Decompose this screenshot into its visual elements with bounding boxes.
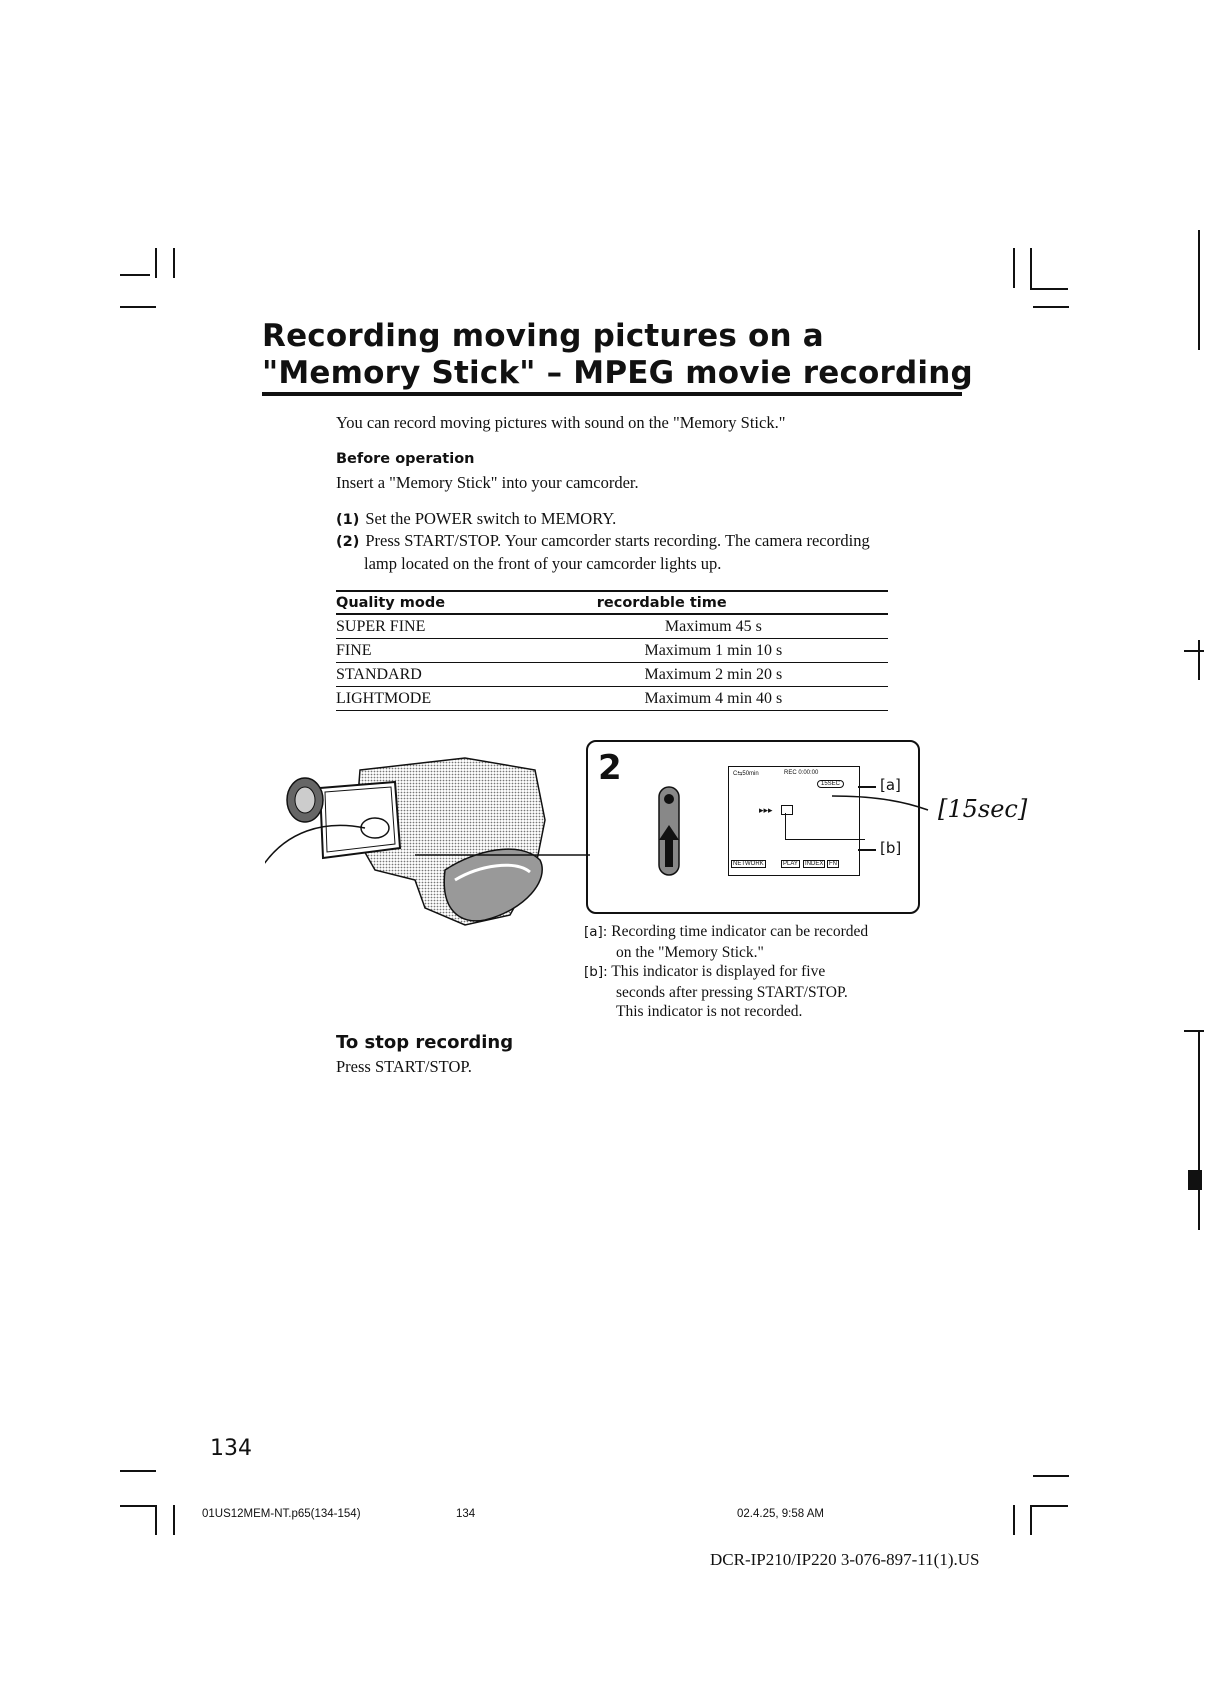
table-header: Quality mode [336, 591, 539, 614]
lcd-rec-counter: REC 0:00:00 [784, 770, 819, 776]
scan-edge-mark [1198, 1030, 1200, 1230]
lcd-battery-indicator: C⇆50min [733, 771, 759, 777]
step-text: Press START/STOP. Your camcorder starts recording. The camera recording [365, 531, 870, 550]
table-cell: Maximum 4 min 40 s [539, 687, 888, 711]
lcd-screen [728, 766, 860, 876]
lcd-leader-line [785, 813, 786, 839]
quality-mode-table [336, 590, 888, 711]
before-operation-heading: Before operation [336, 451, 475, 467]
step-number: (1) [336, 512, 360, 528]
footer-datetime: 02.4.25, 9:58 AM [737, 1508, 824, 1520]
crop-mark [1033, 1475, 1069, 1477]
table-cell: LIGHTMODE [336, 687, 539, 711]
step-number: (2) [336, 534, 360, 550]
lcd-fn-button: FN [829, 861, 837, 867]
lcd-leader-line [785, 839, 865, 840]
label-a-line [858, 786, 876, 788]
table-row [336, 639, 888, 663]
step-1 [336, 508, 956, 531]
table-header-row [336, 591, 888, 614]
crop-mark [1030, 1505, 1032, 1535]
table-cell: Maximum 2 min 20 s [539, 663, 888, 687]
power-switch-illustration [655, 785, 685, 880]
note-b [584, 962, 914, 1022]
step-text-continued: lamp located on the front of your camcorder lights up. [364, 554, 722, 573]
footer-model: DCR-IP210/IP220 3-076-897-11(1).US [710, 1550, 980, 1569]
lcd-memory-icon [781, 805, 793, 815]
table-cell: SUPER FINE [336, 614, 539, 639]
diagram-step-number: 2 [598, 748, 622, 788]
annotation-arrow [830, 790, 930, 820]
note-text: on the "Memory Stick." [616, 943, 764, 961]
crop-mark [1030, 248, 1032, 288]
lcd-network-button: NETWORK [733, 861, 764, 867]
page-title: Recording moving pictures on a "Memory Stick" – MPEG movie recording [262, 318, 973, 391]
table-cell: STANDARD [336, 663, 539, 687]
title-rule [262, 392, 962, 396]
note-tag: [a]: [584, 924, 608, 940]
label-b-line [858, 849, 876, 851]
crop-mark [1013, 1505, 1015, 1535]
note-text: seconds after pressing START/STOP. [616, 983, 848, 1001]
note-text: This indicator is not recorded. [616, 1003, 803, 1020]
crop-mark [1030, 1505, 1068, 1507]
scan-edge-mark [1188, 1170, 1202, 1190]
handwritten-annotation: [15sec] [938, 795, 1028, 823]
camcorder-illustration [265, 740, 595, 930]
footer-page: 134 [456, 1508, 476, 1520]
note-a [584, 922, 914, 962]
label-a: [a] [880, 776, 901, 794]
step-text: Set the POWER switch to MEMORY. [365, 509, 617, 528]
label-b: [b] [880, 839, 902, 857]
intro-text: You can record moving pictures with sound on the "Memory Stick." [336, 413, 786, 432]
step-2 [336, 530, 956, 574]
table-row [336, 687, 888, 711]
lcd-play-indicator: ▸▸▸ [759, 805, 773, 815]
stop-recording-text: Press START/STOP. [336, 1057, 472, 1076]
scan-edge-mark [1198, 230, 1200, 350]
stop-recording-heading: To stop recording [336, 1032, 514, 1053]
scan-edge-mark [1184, 650, 1204, 652]
table-row [336, 663, 888, 687]
crop-mark [1033, 306, 1069, 308]
table-cell: Maximum 1 min 10 s [539, 639, 888, 663]
lcd-index-button: INDEX [805, 861, 824, 867]
note-text: This indicator is displayed for five [611, 963, 826, 980]
crop-mark [173, 248, 175, 278]
crop-mark [120, 306, 156, 308]
crop-mark [155, 1505, 157, 1535]
table-row [336, 614, 888, 639]
note-text: Recording time indicator can be recorded [611, 923, 869, 940]
scan-edge-mark [1184, 1030, 1204, 1032]
crop-mark [155, 248, 157, 278]
table-cell: FINE [336, 639, 539, 663]
page-number: 134 [210, 1436, 252, 1461]
crop-mark [120, 1505, 156, 1507]
footer-file: 01US12MEM-NT.p65(134-154) [202, 1508, 361, 1520]
before-operation-text: Insert a "Memory Stick" into your camcorder. [336, 473, 639, 492]
table-header: recordable time [539, 591, 888, 614]
lcd-play-button: PLAY [783, 861, 798, 867]
table-cell: Maximum 45 s [539, 614, 888, 639]
crop-mark [1013, 248, 1015, 288]
crop-mark [120, 1470, 156, 1472]
note-tag: [b]: [584, 964, 608, 980]
crop-mark [1030, 288, 1068, 290]
lcd-timer-indicator: 15SEC [817, 780, 844, 788]
scan-edge-mark [1198, 640, 1200, 680]
crop-mark [120, 274, 150, 276]
crop-mark [173, 1505, 175, 1535]
